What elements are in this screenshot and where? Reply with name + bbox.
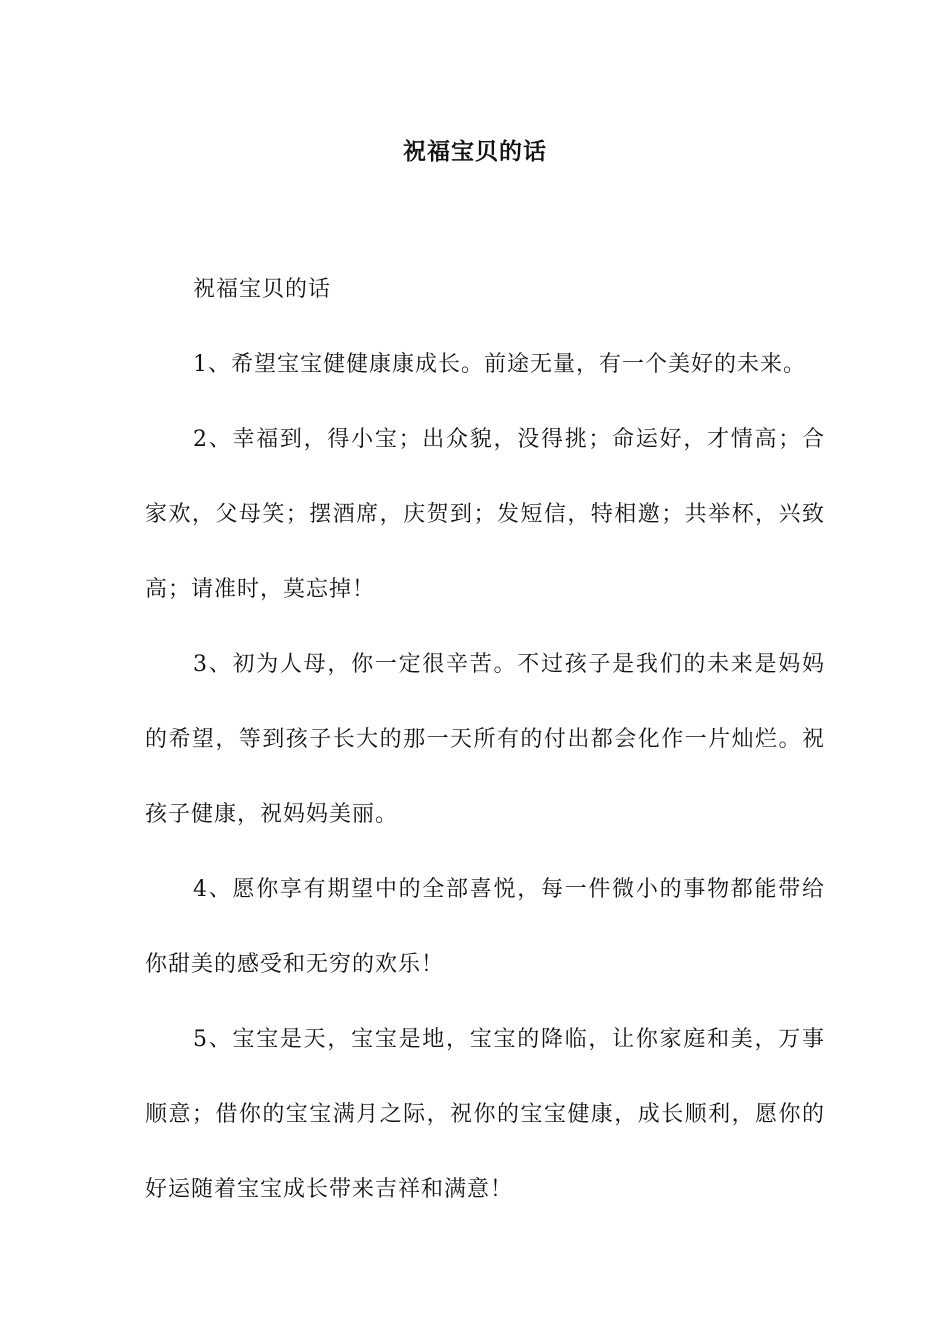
paragraph-3: 3、初为人母，你一定很辛苦。不过孩子是我们的未来是妈妈的希望，等到孩子长大的那一天所有的付出都会化作一片灿烂。祝孩子健康，祝妈妈美丽。: [145, 652, 825, 827]
document-title: 祝福宝贝的话: [403, 138, 547, 165]
paragraph-5: 5、宝宝是天，宝宝是地，宝宝的降临，让你家庭和美，万事顺意；借你的宝宝满月之际，祝你的宝宝健康，成长顺利，愿你的好运随着宝宝成长带来吉祥和满意！: [145, 1027, 825, 1202]
paragraph-1: 1、希望宝宝健健康康成长。前途无量，有一个美好的未来。: [193, 352, 806, 377]
paragraph-4: 4、愿你享有期望中的全部喜悦，每一件微小的事物都能带给你甜美的感受和无穷的欢乐！: [145, 877, 825, 977]
document-body: [145, 252, 825, 1227]
paragraph-heading: 祝福宝贝的话: [193, 277, 332, 302]
paragraph-2: 2、幸福到，得小宝；出众貌，没得挑；命运好，才情高；合家欢，父母笑；摆酒席，庆贺到；发短信，特相邀；共举杯，兴致高；请准时，莫忘掉！: [145, 427, 825, 602]
